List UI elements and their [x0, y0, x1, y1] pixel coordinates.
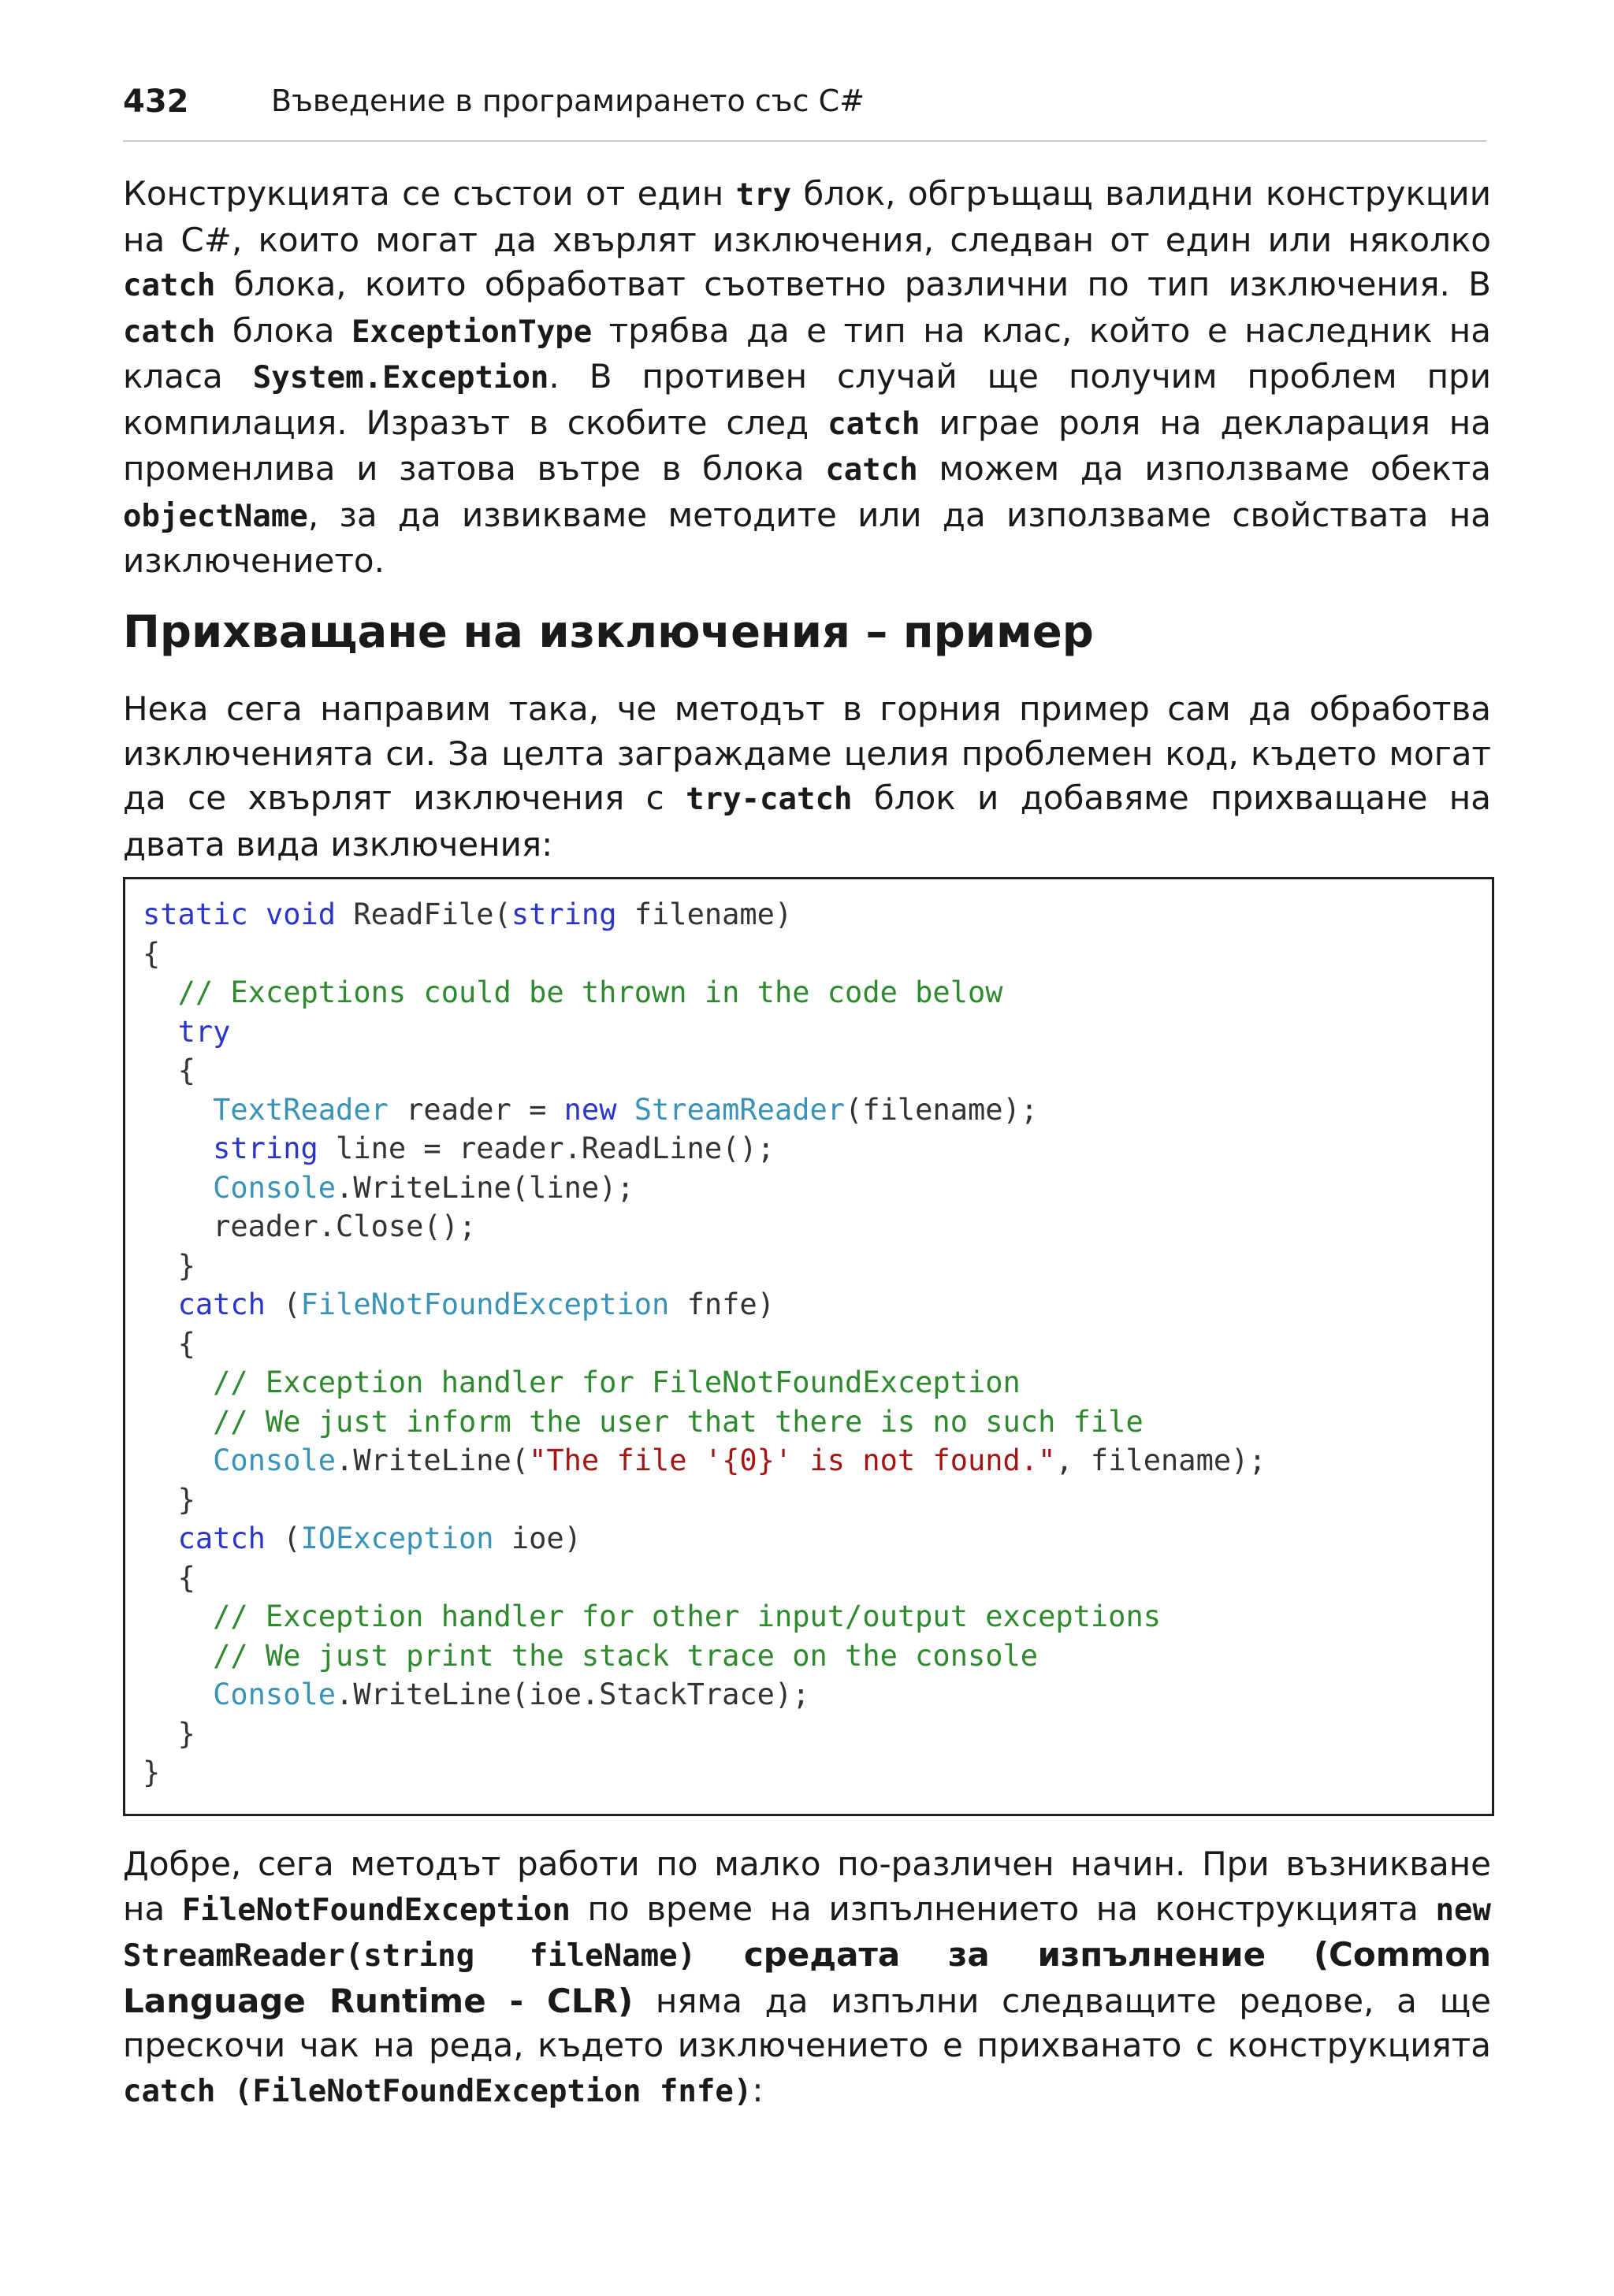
code-brace: }: [177, 1716, 195, 1751]
code-keyword: catch: [177, 1287, 266, 1321]
book-title: Въведение в програмирането със C#: [271, 84, 865, 118]
page-number: 432: [123, 84, 189, 120]
text-run: Добре, сега методът работи по малко по-различен начин. При възникване на: [123, 1845, 1491, 1928]
text-run: по време на изпълнението на конструкцията: [570, 1889, 1436, 1928]
code-brace: }: [177, 1482, 195, 1517]
code-keyword: string: [511, 897, 617, 931]
code-text: reader.Close();: [213, 1209, 477, 1243]
code-text: (: [265, 1521, 301, 1555]
code-keyword: static: [143, 897, 248, 931]
text-run: блок и добавяме прихващане на двата вида изключения:: [123, 778, 1491, 864]
code-text: .WriteLine(ioe.StackTrace);: [336, 1677, 810, 1711]
text-run: можем да използваме обекта: [917, 449, 1491, 488]
code-text: reader =: [388, 1092, 564, 1127]
text-run: , за да извикваме методите или да използваме свойствата на изключението.: [123, 495, 1491, 580]
outro-paragraph: [123, 1842, 1491, 2114]
code-brace: {: [177, 1560, 195, 1595]
code-text: filename): [616, 897, 793, 931]
code-keyword: try: [177, 1014, 231, 1049]
code-type: Console: [213, 1443, 337, 1477]
code-type: Console: [213, 1170, 337, 1205]
code-keyword: catch: [177, 1521, 266, 1555]
section-heading: Прихващане на изключения – пример: [123, 607, 1094, 658]
code-brace: {: [143, 936, 161, 971]
text-run: трябва да е тип на клас, който е наследник на класа: [123, 310, 1491, 396]
code-text: ReadFile(: [336, 897, 511, 931]
code-text: .WriteLine(line);: [336, 1170, 634, 1205]
text-run: блока, които обработват съответно различни по тип изключения. В: [215, 265, 1491, 303]
code-brace: {: [177, 1053, 195, 1087]
code-text: line = reader.ReadLine();: [318, 1131, 775, 1165]
inline-code: new StreamReader(string fileName): [123, 1892, 1491, 1974]
inline-code: objectName: [123, 498, 308, 534]
code-string: "The file '{0}' is not found.": [529, 1443, 1056, 1477]
inline-code: try: [735, 177, 792, 213]
code-block: [143, 895, 1266, 1793]
text-run: няма да изпълни следващите редове, а ще прескочи чак на реда, където изключението е прихванато с конструкцията: [123, 1981, 1491, 2064]
code-text: (: [265, 1287, 301, 1321]
inline-code: ExceptionType: [351, 314, 593, 350]
code-type: TextReader: [213, 1092, 389, 1127]
text-run: блока: [215, 310, 351, 350]
intro-paragraph: [123, 172, 1491, 584]
section-paragraph: [123, 687, 1491, 867]
code-comment: // We just inform the user that there is no such file: [213, 1404, 1144, 1439]
code-text: ioe): [493, 1521, 582, 1555]
code-comment: // Exception handler for FileNotFoundException: [213, 1365, 1021, 1399]
code-keyword: string: [213, 1131, 318, 1165]
text-run: . В противен случай ще получим проблем при компилация. Изразът в скобите след: [123, 357, 1491, 442]
code-brace: {: [177, 1326, 195, 1361]
code-comment: // We just print the stack trace on the console: [213, 1638, 1039, 1673]
code-comment: // Exception handler for other input/output exceptions: [213, 1599, 1162, 1633]
inline-code: try-catch: [686, 782, 853, 817]
inline-code: catch: [123, 314, 216, 350]
inline-code: catch: [827, 406, 920, 442]
code-type: StreamReader: [634, 1092, 846, 1127]
text-run: играе роля на декларация на променлива и затова вътре в блока: [123, 403, 1491, 488]
code-type: FileNotFoundException: [300, 1287, 670, 1321]
page-header: [123, 76, 1486, 142]
code-type: Console: [213, 1677, 337, 1711]
code-text: .WriteLine(: [336, 1443, 530, 1477]
code-brace: }: [143, 1755, 161, 1789]
code-brace: }: [177, 1248, 195, 1283]
inline-code: catch: [825, 452, 918, 488]
inline-code: FileNotFoundException: [181, 1892, 571, 1928]
code-text: fnfe): [669, 1287, 775, 1321]
text-run: Нека сега направим така, че методът в горния пример сам да обработва изключенията си. За целта заграждаме целия проблемен код, където могат да се хвърлят изключения с: [123, 689, 1491, 817]
text-run: блок, обгръщащ валидни конструкции на C#, които могат да хвърлят изключения, следван от един или няколко: [123, 174, 1491, 259]
code-comment: // Exceptions could be thrown in the code below: [177, 975, 1003, 1009]
inline-code: catch: [123, 268, 216, 303]
code-text: (filename);: [845, 1092, 1039, 1127]
code-keyword: void: [265, 897, 337, 931]
text-run: Конструкцията се състои от един: [123, 174, 736, 213]
code-keyword: new: [563, 1092, 617, 1127]
inline-code: System.Exception: [252, 360, 549, 396]
bold-text: средата за изпълнение (Common Language Runtime - CLR): [123, 1935, 1491, 2020]
text-run: :: [752, 2070, 764, 2109]
code-listing: [123, 877, 1494, 1816]
inline-code: catch (FileNotFoundException fnfe): [123, 2073, 753, 2109]
code-type: IOException: [300, 1521, 494, 1555]
code-text: , filename);: [1055, 1443, 1266, 1477]
